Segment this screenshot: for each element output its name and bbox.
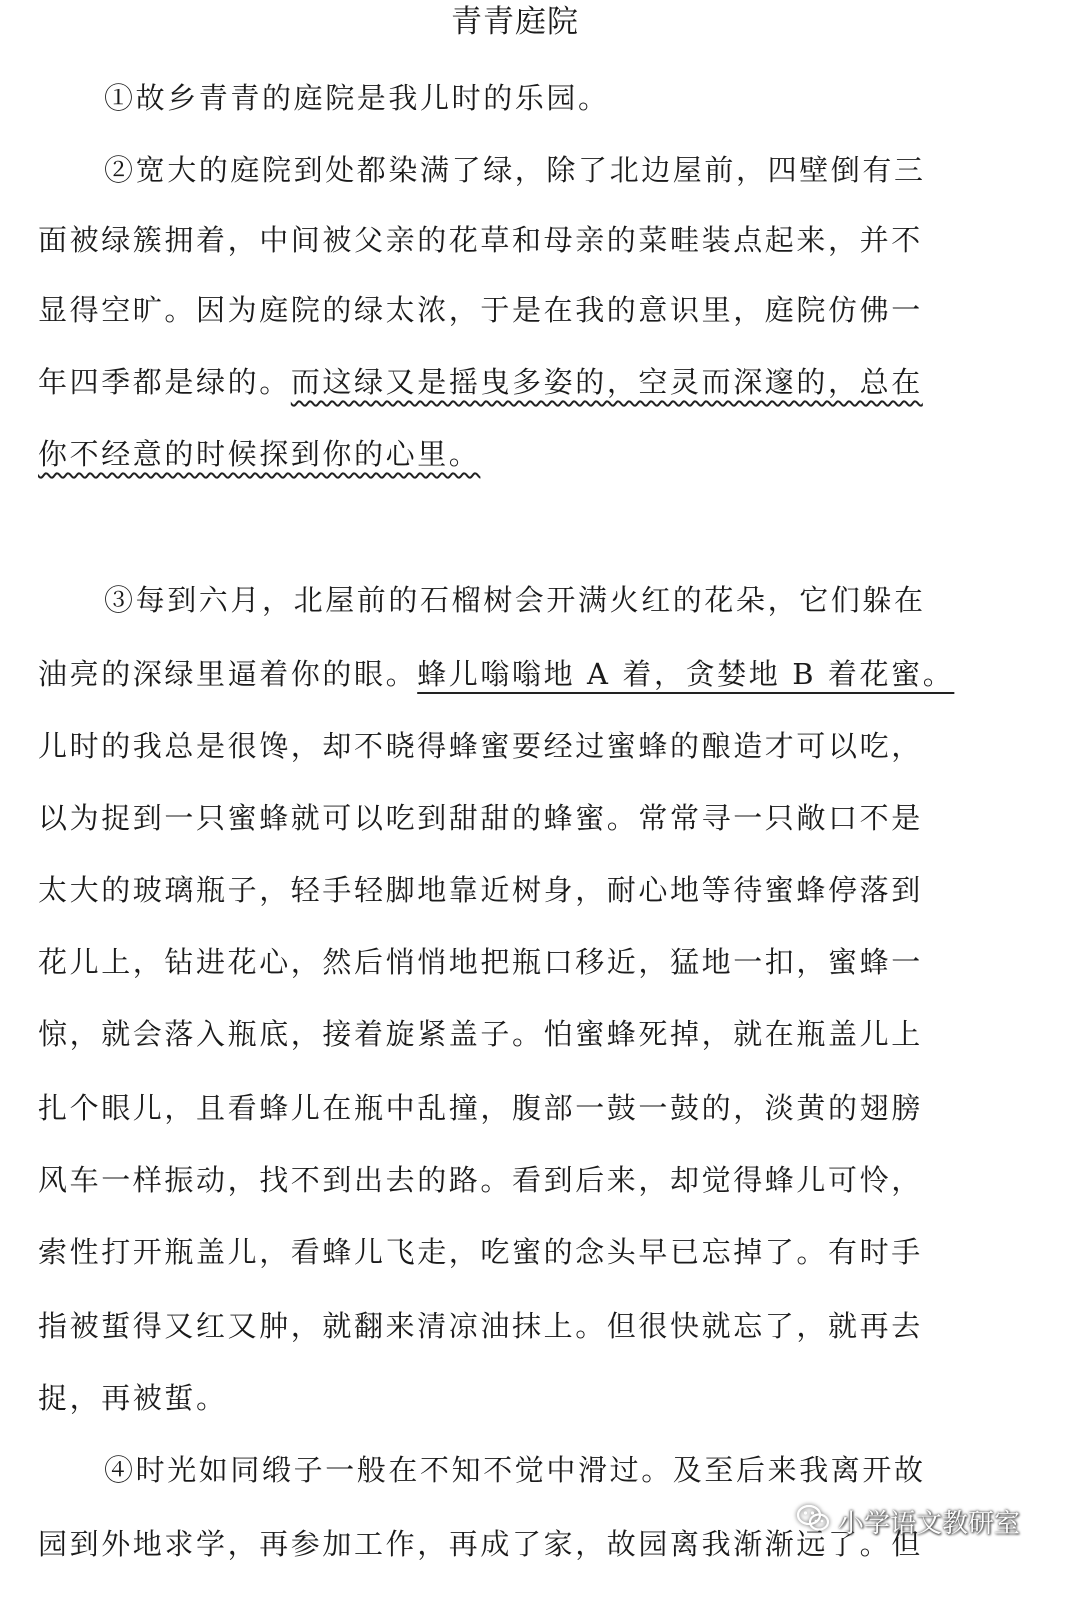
text-line bbox=[38, 724, 923, 768]
text-segment: 索性打开瓶盖儿，看蜂儿飞走，吃蜜的念头早已忘掉了。有时手 bbox=[38, 1235, 923, 1269]
text-line bbox=[38, 360, 923, 404]
text-segment: 扎个眼儿，且看蜂儿在瓶中乱撞，腹部一鼓一鼓的，淡黄的翅膀 bbox=[38, 1091, 923, 1125]
text-segment: 太大的玻璃瓶子，轻手轻脚地靠近树身，耐心地等待蜜蜂停落到 bbox=[38, 873, 923, 907]
text-segment: ③每到六月，北屋前的石榴树会开满火红的花朵，它们躲在 bbox=[104, 583, 926, 617]
text-segment: 显得空旷。因为庭院的绿太浓，于是在我的意识里，庭院仿佛一 bbox=[38, 293, 923, 327]
text-segment: 风车一样振动，找不到出去的路。看到后来，却觉得蜂儿可怜， bbox=[38, 1163, 923, 1197]
text-segment: ②宽大的庭院到处都染满了绿，除了北边屋前，四壁倒有三 bbox=[104, 153, 926, 187]
wavy-underlined-text: 而这绿又是摇曳多姿的，空灵而深邃的，总在 bbox=[290, 365, 923, 399]
text-line bbox=[38, 1230, 923, 1274]
text-line bbox=[38, 652, 954, 696]
text-line bbox=[104, 1448, 926, 1492]
wechat-icon bbox=[796, 1503, 830, 1540]
watermark-text: 小学语文教研室 bbox=[838, 1508, 1021, 1539]
text-line bbox=[38, 288, 923, 332]
text-line bbox=[38, 940, 923, 984]
underlined-text: 蜂儿嗡嗡地 A 着，贪婪地 B 着花蜜。 bbox=[417, 657, 955, 691]
document-title: 青青庭院 bbox=[451, 4, 579, 40]
watermark bbox=[796, 1498, 1020, 1544]
text-segment: 惊，就会落入瓶底，接着旋紧盖子。怕蜜蜂死掉，就在瓶盖儿上 bbox=[38, 1017, 923, 1051]
text-segment: 面被绿簇拥着，中间被父亲的花草和母亲的菜畦装点起来，并不 bbox=[38, 223, 923, 257]
text-segment: 园到外地求学，再参加工作，再成了家，故园离我渐渐远了。但 bbox=[38, 1527, 923, 1561]
text-line bbox=[104, 578, 926, 622]
wavy-underlined-text: 你不经意的时候探到你的心里。 bbox=[38, 437, 481, 471]
text-segment: 年四季都是绿的。 bbox=[38, 365, 291, 399]
text-segment: ①故乡青青的庭院是我儿时的乐园。 bbox=[104, 81, 610, 115]
text-line bbox=[38, 1304, 923, 1348]
text-line bbox=[38, 868, 923, 912]
text-segment: 儿时的我总是很馋，却不晓得蜂蜜要经过蜜蜂的酿造才可以吃， bbox=[38, 729, 923, 763]
text-segment: 指被蜇得又红又肿，就翻来清凉油抹上。但很快就忘了，就再去 bbox=[38, 1309, 923, 1343]
text-segment: 捉，再被蜇。 bbox=[38, 1381, 228, 1415]
text-line bbox=[38, 1522, 923, 1566]
text-line bbox=[38, 1012, 923, 1056]
text-line bbox=[38, 796, 923, 840]
text-segment: 油亮的深绿里逼着你的眼。 bbox=[38, 657, 418, 691]
text-line bbox=[38, 1158, 923, 1202]
text-segment: 花儿上，钻进花心，然后悄悄地把瓶口移近，猛地一扣，蜜蜂一 bbox=[38, 945, 923, 979]
text-segment: 以为捉到一只蜜蜂就可以吃到甜甜的蜂蜜。常常寻一只敞口不是 bbox=[38, 801, 923, 835]
text-line bbox=[38, 1086, 923, 1130]
text-line bbox=[104, 76, 610, 120]
text-line bbox=[104, 148, 926, 192]
text-line bbox=[38, 432, 480, 476]
text-segment: ④时光如同缎子一般在不知不觉中滑过。及至后来我离开故 bbox=[104, 1453, 926, 1487]
text-line bbox=[38, 218, 923, 262]
text-line bbox=[38, 1376, 228, 1420]
